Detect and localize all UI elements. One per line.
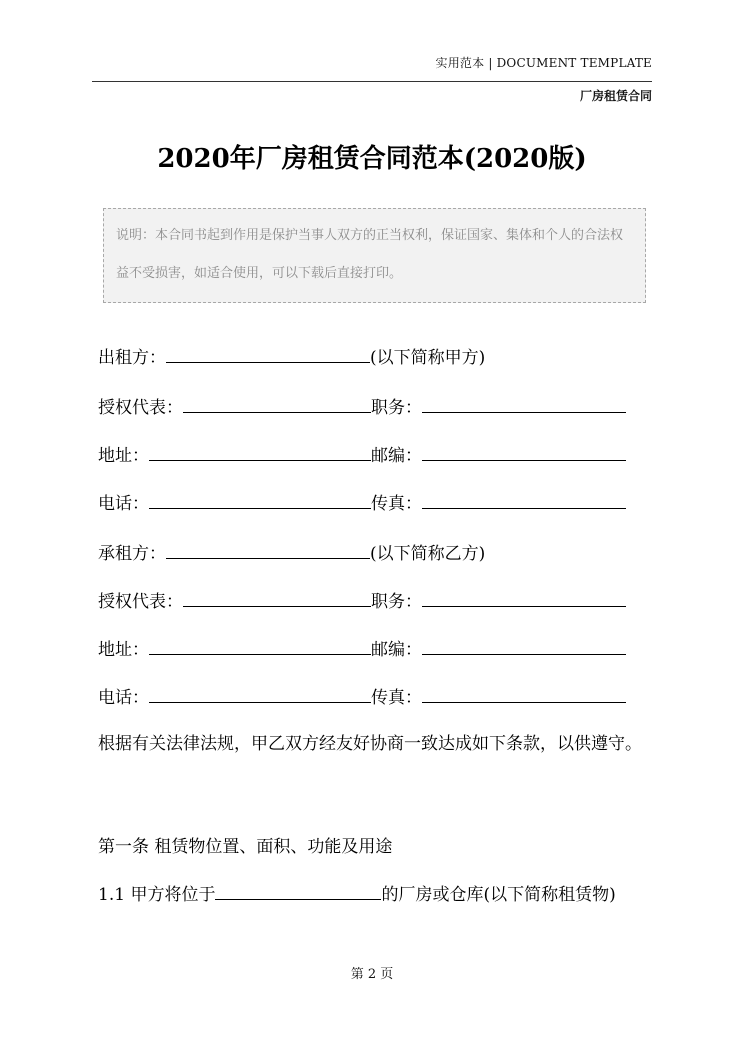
usage-note-box: 说明：本合同书起到作用是保护当事人双方的正当权利，保证国家、集体和个人的合法权益不受损害，如适合使用，可以下载后直接打印。 (103, 208, 646, 303)
lessee-fax-label: 传真： (371, 688, 422, 708)
lessee-phone-row (98, 683, 658, 708)
lessor-position-label: 职务： (371, 398, 422, 418)
lessee-rep-row (98, 587, 658, 612)
lessee-name-blank[interactable] (166, 542, 370, 559)
lessor-address-label: 地址： (98, 446, 149, 466)
article-1-heading: 第一条 租赁物位置、面积、功能及用途 (98, 837, 393, 857)
header-doc-name: 厂房租赁合同 (579, 89, 652, 103)
page-number: 第 2 页 (350, 967, 394, 982)
lessor-postcode-blank[interactable] (422, 444, 626, 461)
lessee-phone-blank[interactable] (149, 686, 371, 703)
lessor-position-blank[interactable] (422, 396, 626, 413)
lessee-rep-blank[interactable] (183, 590, 371, 607)
clause-1-1-suffix: 的厂房或仓库(以下简称租赁物) (381, 885, 616, 905)
lessee-fax-blank[interactable] (422, 686, 626, 703)
lessee-rep-label: 授权代表： (98, 592, 183, 612)
clause-1-1 (98, 880, 658, 905)
lessor-rep-label: 授权代表： (98, 398, 183, 418)
lessee-address-row (98, 635, 658, 660)
header-tagline: 实用范本 | DOCUMENT TEMPLATE (435, 56, 652, 70)
lessor-rep-blank[interactable] (183, 396, 371, 413)
lessor-fax-label: 传真： (371, 494, 422, 514)
lessor-postcode-label: 邮编： (371, 446, 422, 466)
lessor-name-blank[interactable] (166, 346, 370, 363)
premises-location-blank[interactable] (215, 883, 381, 900)
lessor-address-row (98, 441, 658, 466)
lessee-address-blank[interactable] (149, 638, 371, 655)
lessor-rep-row (98, 393, 658, 418)
document-title: 2020年厂房租赁合同范本(2020版) (157, 144, 587, 174)
lessor-phone-blank[interactable] (149, 492, 371, 509)
lessee-row (98, 539, 658, 564)
lessee-address-label: 地址： (98, 640, 149, 660)
clause-1-1-prefix: 1.1 甲方将位于 (98, 885, 216, 905)
lessor-address-blank[interactable] (149, 444, 371, 461)
lessee-phone-label: 电话： (98, 688, 149, 708)
lessor-phone-row (98, 489, 658, 514)
lessee-position-blank[interactable] (422, 590, 626, 607)
lessee-suffix: (以下简称乙方) (370, 544, 486, 564)
lessee-position-label: 职务： (371, 592, 422, 612)
lessor-fax-blank[interactable] (422, 492, 626, 509)
lessor-phone-label: 电话： (98, 494, 149, 514)
lessor-row (98, 343, 658, 368)
lessee-postcode-label: 邮编： (371, 640, 422, 660)
lessor-suffix: (以下简称甲方) (370, 348, 486, 368)
lessee-postcode-blank[interactable] (422, 638, 626, 655)
lessee-label: 承租方： (98, 544, 166, 564)
header-rule (92, 81, 652, 82)
lessor-label: 出租方： (98, 348, 166, 368)
intro-paragraph: 根据有关法律法规，甲乙双方经友好协商一致达成如下条款，以供遵守。 (98, 734, 642, 754)
